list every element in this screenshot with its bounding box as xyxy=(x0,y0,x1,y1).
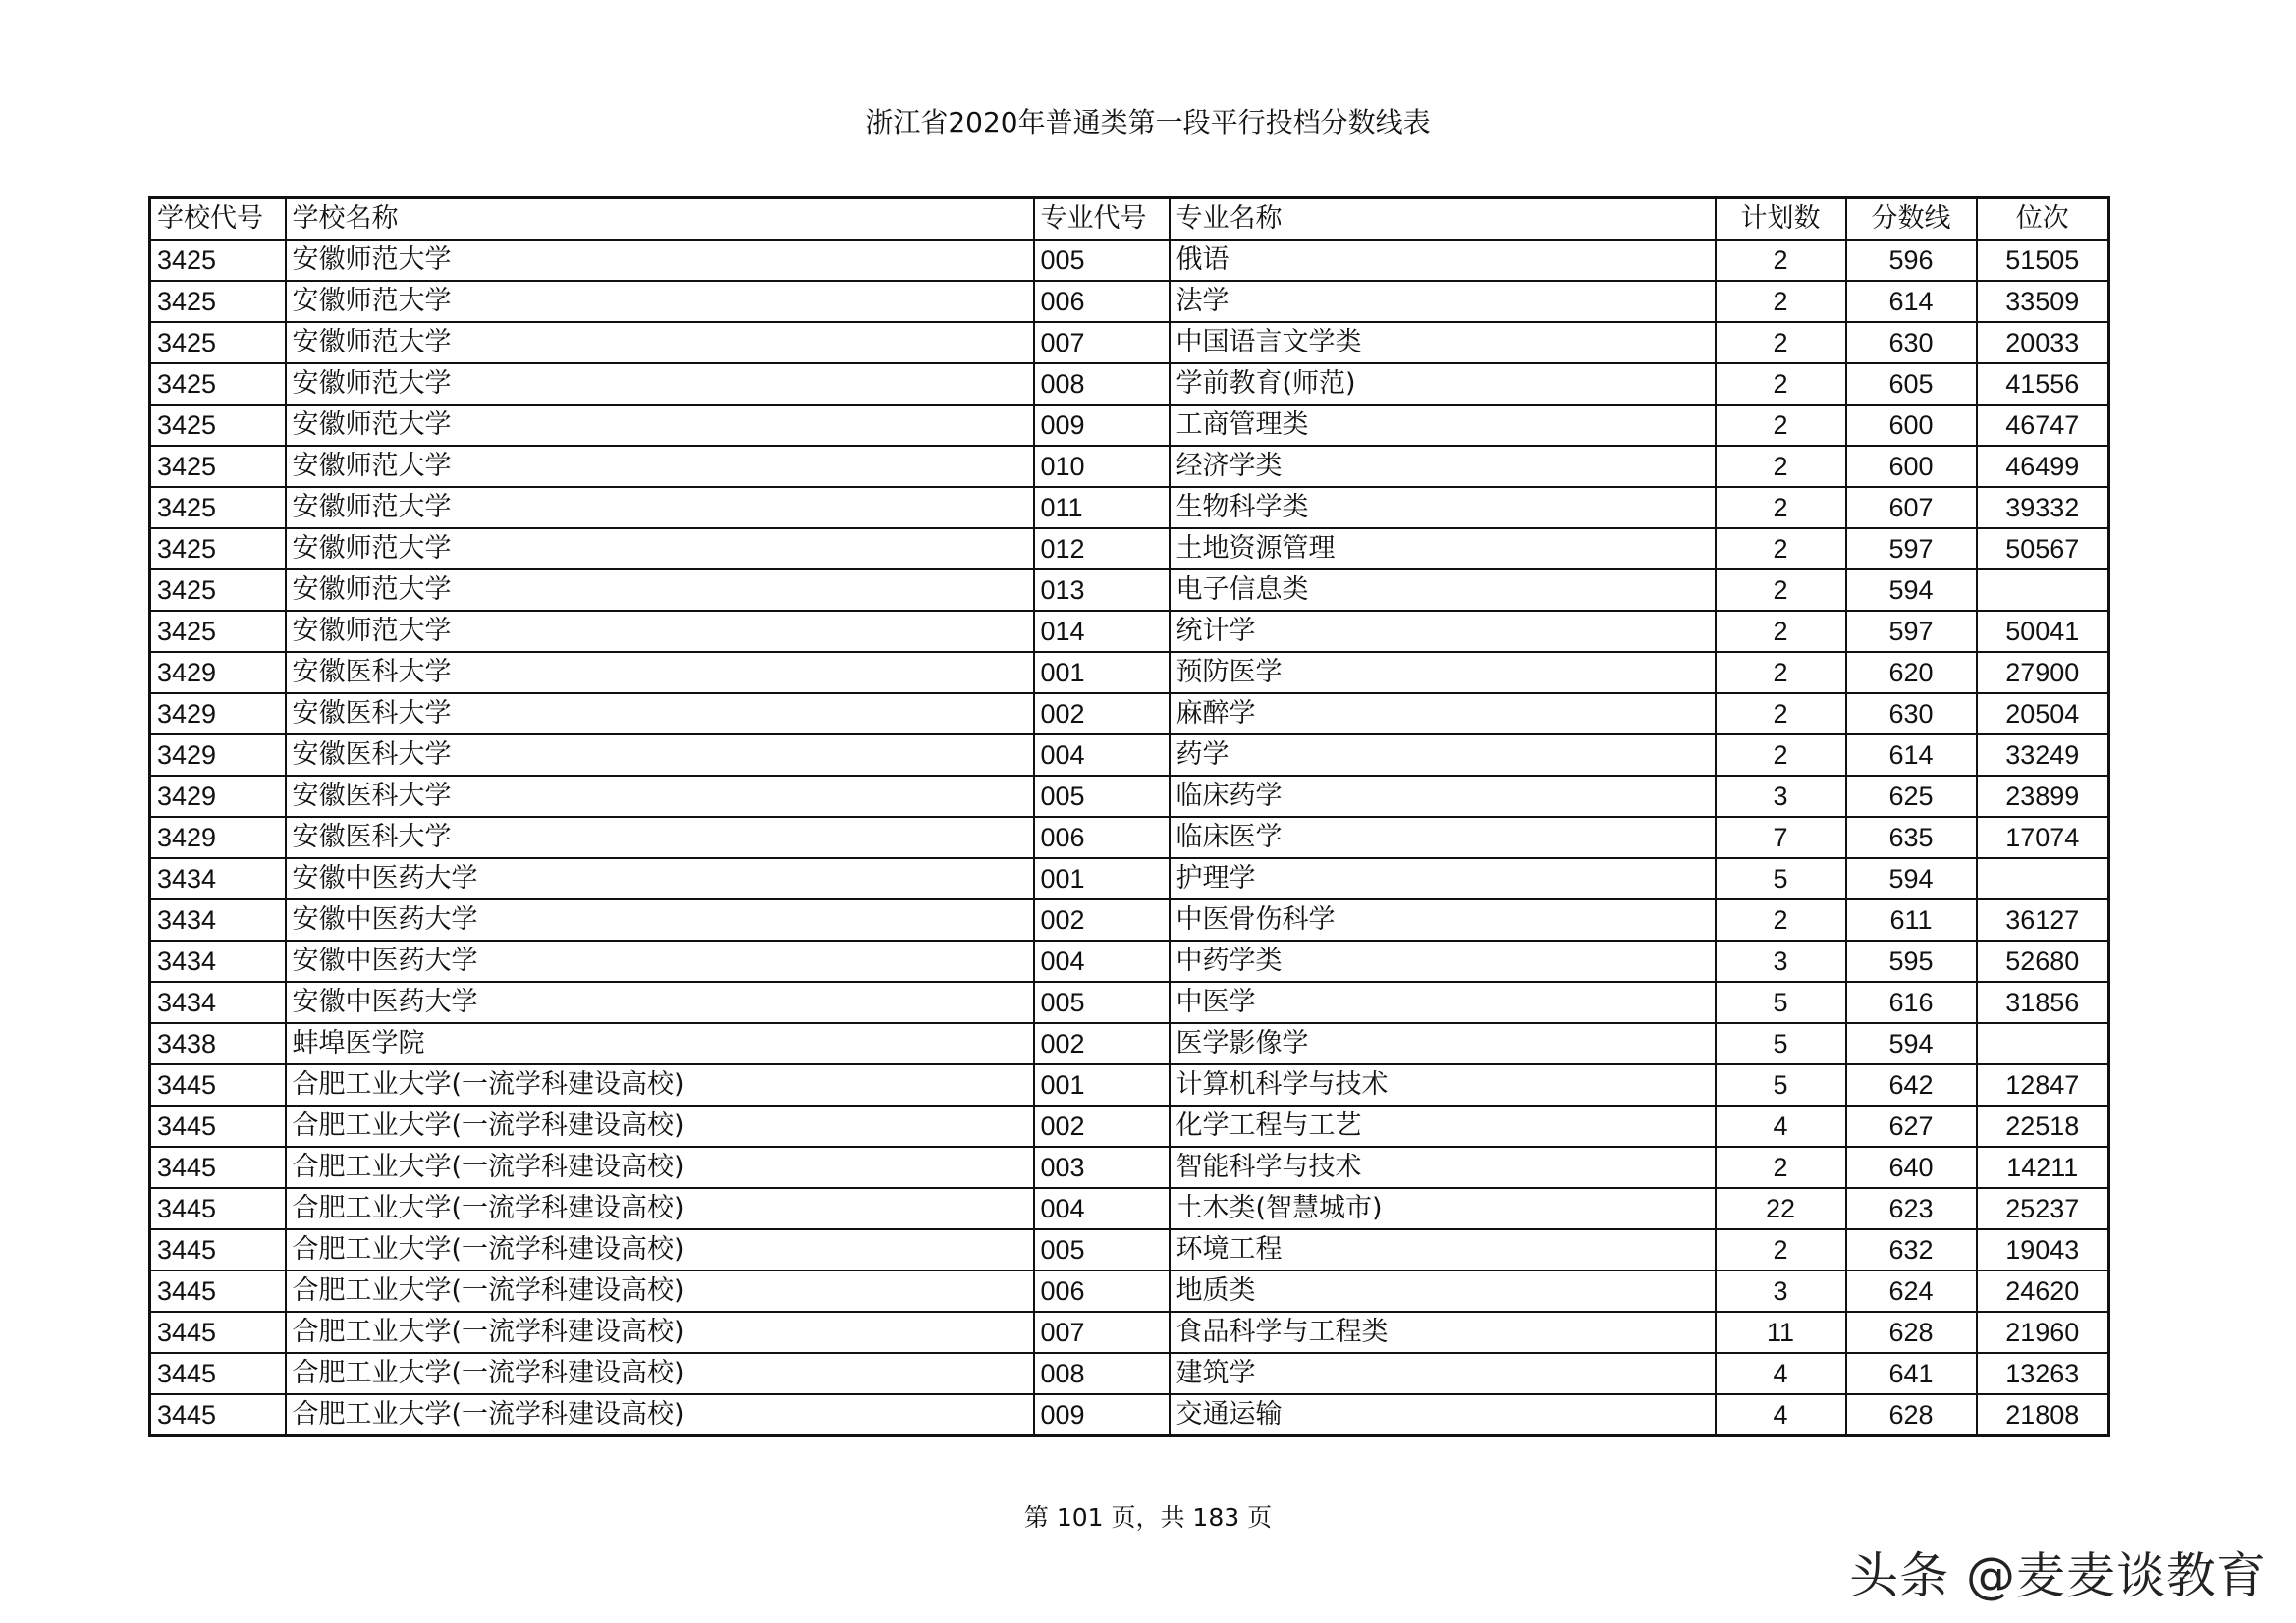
cell-school-code: 3429 xyxy=(150,652,286,693)
cell-plan-count: 2 xyxy=(1716,569,1846,611)
cell-score-line: 594 xyxy=(1846,1023,1977,1064)
cell-score-line: 597 xyxy=(1846,528,1977,569)
cell-rank: 50567 xyxy=(1977,528,2109,569)
cell-school-code: 3445 xyxy=(150,1394,286,1436)
cell-rank: 27900 xyxy=(1977,652,2109,693)
cell-score-line: 624 xyxy=(1846,1271,1977,1312)
cell-rank: 39332 xyxy=(1977,487,2109,528)
cell-rank: 20504 xyxy=(1977,693,2109,734)
cell-rank xyxy=(1977,1023,2109,1064)
cell-rank: 33509 xyxy=(1977,281,2109,322)
cell-plan-count: 2 xyxy=(1716,405,1846,446)
cell-school-name: 安徽师范大学 xyxy=(286,363,1034,405)
table-row xyxy=(150,1312,2109,1353)
cell-plan-count: 2 xyxy=(1716,487,1846,528)
cell-major-name: 化学工程与工艺 xyxy=(1170,1106,1716,1147)
cell-score-line: 596 xyxy=(1846,240,1977,281)
table-row xyxy=(150,528,2109,569)
cell-school-name: 合肥工业大学(一流学科建设高校) xyxy=(286,1064,1034,1106)
table-row xyxy=(150,899,2109,941)
cell-plan-count: 22 xyxy=(1716,1188,1846,1229)
cell-school-name: 蚌埠医学院 xyxy=(286,1023,1034,1064)
cell-rank xyxy=(1977,858,2109,899)
cell-major-code: 005 xyxy=(1034,240,1170,281)
cell-major-name: 经济学类 xyxy=(1170,446,1716,487)
cell-major-name: 学前教育(师范) xyxy=(1170,363,1716,405)
cell-score-line: 625 xyxy=(1846,776,1977,817)
cell-major-code: 001 xyxy=(1034,652,1170,693)
table-row xyxy=(150,776,2109,817)
cell-rank: 24620 xyxy=(1977,1271,2109,1312)
cell-school-code: 3425 xyxy=(150,281,286,322)
cell-school-name: 安徽师范大学 xyxy=(286,405,1034,446)
cell-major-name: 中医骨伤科学 xyxy=(1170,899,1716,941)
table-header-row xyxy=(150,198,2109,241)
cell-major-name: 俄语 xyxy=(1170,240,1716,281)
cell-major-name: 法学 xyxy=(1170,281,1716,322)
cell-school-code: 3434 xyxy=(150,858,286,899)
cell-school-name: 合肥工业大学(一流学科建设高校) xyxy=(286,1312,1034,1353)
cell-score-line: 600 xyxy=(1846,446,1977,487)
cell-plan-count: 2 xyxy=(1716,322,1846,363)
cell-major-code: 002 xyxy=(1034,1023,1170,1064)
cell-major-name: 护理学 xyxy=(1170,858,1716,899)
cell-major-code: 005 xyxy=(1034,1229,1170,1271)
cell-major-name: 建筑学 xyxy=(1170,1353,1716,1394)
cell-plan-count: 2 xyxy=(1716,281,1846,322)
header-score-line: 分数线 xyxy=(1846,198,1977,241)
cell-score-line: 597 xyxy=(1846,611,1977,652)
cell-school-code: 3425 xyxy=(150,405,286,446)
cell-school-name: 安徽师范大学 xyxy=(286,569,1034,611)
cell-plan-count: 11 xyxy=(1716,1312,1846,1353)
cell-school-code: 3434 xyxy=(150,941,286,982)
cell-school-name: 安徽医科大学 xyxy=(286,652,1034,693)
cell-school-name: 安徽医科大学 xyxy=(286,693,1034,734)
cell-plan-count: 3 xyxy=(1716,941,1846,982)
cell-major-code: 004 xyxy=(1034,1188,1170,1229)
table-row xyxy=(150,569,2109,611)
watermark: 头条 @麦麦谈教育 xyxy=(1849,1547,2267,1604)
cell-school-code: 3429 xyxy=(150,776,286,817)
cell-rank: 20033 xyxy=(1977,322,2109,363)
cell-plan-count: 7 xyxy=(1716,817,1846,858)
cell-rank: 21960 xyxy=(1977,1312,2109,1353)
header-school-code: 学校代号 xyxy=(150,198,286,241)
cell-school-name: 合肥工业大学(一流学科建设高校) xyxy=(286,1394,1034,1436)
cell-school-name: 合肥工业大学(一流学科建设高校) xyxy=(286,1271,1034,1312)
cell-school-code: 3425 xyxy=(150,611,286,652)
cell-major-code: 014 xyxy=(1034,611,1170,652)
cell-rank: 51505 xyxy=(1977,240,2109,281)
cell-school-name: 安徽师范大学 xyxy=(286,528,1034,569)
cell-score-line: 641 xyxy=(1846,1353,1977,1394)
cell-school-code: 3445 xyxy=(150,1312,286,1353)
cell-rank: 22518 xyxy=(1977,1106,2109,1147)
cell-rank: 52680 xyxy=(1977,941,2109,982)
cell-major-name: 食品科学与工程类 xyxy=(1170,1312,1716,1353)
cell-major-name: 地质类 xyxy=(1170,1271,1716,1312)
cell-plan-count: 3 xyxy=(1716,776,1846,817)
page-title: 浙江省2020年普通类第一段平行投档分数线表 xyxy=(865,106,1431,138)
table-row xyxy=(150,1353,2109,1394)
cell-plan-count: 4 xyxy=(1716,1353,1846,1394)
cell-score-line: 594 xyxy=(1846,569,1977,611)
cell-school-name: 合肥工业大学(一流学科建设高校) xyxy=(286,1147,1034,1188)
table-row xyxy=(150,240,2109,281)
cell-major-name: 环境工程 xyxy=(1170,1229,1716,1271)
cell-major-code: 001 xyxy=(1034,1064,1170,1106)
cell-plan-count: 5 xyxy=(1716,1064,1846,1106)
table-row xyxy=(150,1188,2109,1229)
cell-major-code: 002 xyxy=(1034,899,1170,941)
cell-school-name: 合肥工业大学(一流学科建设高校) xyxy=(286,1188,1034,1229)
cell-score-line: 600 xyxy=(1846,405,1977,446)
table-row xyxy=(150,1271,2109,1312)
cell-school-name: 合肥工业大学(一流学科建设高校) xyxy=(286,1106,1034,1147)
cell-score-line: 607 xyxy=(1846,487,1977,528)
cell-school-code: 3434 xyxy=(150,899,286,941)
cell-score-line: 614 xyxy=(1846,734,1977,776)
cell-school-code: 3425 xyxy=(150,322,286,363)
cell-major-code: 011 xyxy=(1034,487,1170,528)
cell-major-code: 010 xyxy=(1034,446,1170,487)
cell-score-line: 595 xyxy=(1846,941,1977,982)
cell-rank: 50041 xyxy=(1977,611,2109,652)
cell-school-name: 合肥工业大学(一流学科建设高校) xyxy=(286,1353,1034,1394)
table-row xyxy=(150,734,2109,776)
cell-school-name: 安徽师范大学 xyxy=(286,281,1034,322)
cell-rank: 12847 xyxy=(1977,1064,2109,1106)
cell-major-code: 005 xyxy=(1034,776,1170,817)
cell-school-name: 安徽师范大学 xyxy=(286,487,1034,528)
cell-major-code: 006 xyxy=(1034,281,1170,322)
cell-major-name: 预防医学 xyxy=(1170,652,1716,693)
cell-score-line: 611 xyxy=(1846,899,1977,941)
cell-major-name: 计算机科学与技术 xyxy=(1170,1064,1716,1106)
table-body xyxy=(150,240,2109,1436)
cell-plan-count: 2 xyxy=(1716,1229,1846,1271)
cell-school-name: 安徽师范大学 xyxy=(286,611,1034,652)
cell-score-line: 620 xyxy=(1846,652,1977,693)
cell-major-name: 临床医学 xyxy=(1170,817,1716,858)
cell-school-name: 安徽师范大学 xyxy=(286,446,1034,487)
cell-major-name: 中国语言文学类 xyxy=(1170,322,1716,363)
cell-score-line: 627 xyxy=(1846,1106,1977,1147)
cell-school-code: 3445 xyxy=(150,1353,286,1394)
cell-major-code: 013 xyxy=(1034,569,1170,611)
cell-major-code: 003 xyxy=(1034,1147,1170,1188)
header-major-code: 专业代号 xyxy=(1034,198,1170,241)
cell-school-code: 3429 xyxy=(150,817,286,858)
cell-major-name: 电子信息类 xyxy=(1170,569,1716,611)
table-row xyxy=(150,693,2109,734)
cell-score-line: 635 xyxy=(1846,817,1977,858)
cell-major-code: 008 xyxy=(1034,363,1170,405)
page-number-footer: 第 101 页，共 183 页 xyxy=(1023,1503,1273,1532)
cell-major-name: 医学影像学 xyxy=(1170,1023,1716,1064)
cell-school-code: 3429 xyxy=(150,734,286,776)
cell-plan-count: 2 xyxy=(1716,611,1846,652)
cell-score-line: 630 xyxy=(1846,322,1977,363)
cell-plan-count: 2 xyxy=(1716,1147,1846,1188)
table-row xyxy=(150,363,2109,405)
cell-major-code: 007 xyxy=(1034,322,1170,363)
cell-score-line: 640 xyxy=(1846,1147,1977,1188)
cell-plan-count: 2 xyxy=(1716,528,1846,569)
table-row xyxy=(150,1064,2109,1106)
cell-rank: 36127 xyxy=(1977,899,2109,941)
cell-school-code: 3445 xyxy=(150,1229,286,1271)
table-row xyxy=(150,1394,2109,1436)
cell-plan-count: 2 xyxy=(1716,734,1846,776)
cell-major-code: 002 xyxy=(1034,1106,1170,1147)
cell-major-name: 药学 xyxy=(1170,734,1716,776)
table-row xyxy=(150,487,2109,528)
cell-school-name: 安徽师范大学 xyxy=(286,240,1034,281)
cell-score-line: 605 xyxy=(1846,363,1977,405)
table-row xyxy=(150,1023,2109,1064)
header-school-name: 学校名称 xyxy=(286,198,1034,241)
cell-score-line: 594 xyxy=(1846,858,1977,899)
cell-rank: 33249 xyxy=(1977,734,2109,776)
cell-school-name: 安徽师范大学 xyxy=(286,322,1034,363)
cell-plan-count: 3 xyxy=(1716,1271,1846,1312)
cell-school-name: 安徽医科大学 xyxy=(286,776,1034,817)
cell-school-name: 安徽中医药大学 xyxy=(286,982,1034,1023)
cell-rank: 17074 xyxy=(1977,817,2109,858)
cell-rank: 46747 xyxy=(1977,405,2109,446)
cell-school-name: 安徽医科大学 xyxy=(286,817,1034,858)
cell-school-code: 3445 xyxy=(150,1064,286,1106)
table-row xyxy=(150,1147,2109,1188)
cell-school-code: 3445 xyxy=(150,1147,286,1188)
cell-score-line: 623 xyxy=(1846,1188,1977,1229)
cell-major-code: 004 xyxy=(1034,734,1170,776)
cell-rank: 25237 xyxy=(1977,1188,2109,1229)
cell-school-code: 3445 xyxy=(150,1271,286,1312)
table-row xyxy=(150,941,2109,982)
table-row xyxy=(150,1229,2109,1271)
cell-major-code: 012 xyxy=(1034,528,1170,569)
cell-school-name: 安徽中医药大学 xyxy=(286,941,1034,982)
cell-score-line: 614 xyxy=(1846,281,1977,322)
cell-school-code: 3445 xyxy=(150,1106,286,1147)
cell-school-name: 安徽医科大学 xyxy=(286,734,1034,776)
header-major-name: 专业名称 xyxy=(1170,198,1716,241)
table-row xyxy=(150,446,2109,487)
table-row xyxy=(150,817,2109,858)
cell-school-code: 3425 xyxy=(150,240,286,281)
cell-major-name: 生物科学类 xyxy=(1170,487,1716,528)
cell-rank: 41556 xyxy=(1977,363,2109,405)
cell-school-code: 3445 xyxy=(150,1188,286,1229)
cell-score-line: 628 xyxy=(1846,1312,1977,1353)
cell-plan-count: 2 xyxy=(1716,899,1846,941)
cell-major-code: 009 xyxy=(1034,1394,1170,1436)
header-rank: 位次 xyxy=(1977,198,2109,241)
cell-score-line: 630 xyxy=(1846,693,1977,734)
cell-plan-count: 5 xyxy=(1716,858,1846,899)
cell-rank: 23899 xyxy=(1977,776,2109,817)
cell-school-name: 合肥工业大学(一流学科建设高校) xyxy=(286,1229,1034,1271)
cell-score-line: 616 xyxy=(1846,982,1977,1023)
cell-score-line: 642 xyxy=(1846,1064,1977,1106)
cell-major-name: 交通运输 xyxy=(1170,1394,1716,1436)
cell-major-name: 土木类(智慧城市) xyxy=(1170,1188,1716,1229)
table-row xyxy=(150,652,2109,693)
cell-major-code: 008 xyxy=(1034,1353,1170,1394)
cell-major-code: 001 xyxy=(1034,858,1170,899)
cell-school-code: 3425 xyxy=(150,363,286,405)
cell-major-name: 麻醉学 xyxy=(1170,693,1716,734)
cell-school-code: 3425 xyxy=(150,487,286,528)
table-row xyxy=(150,281,2109,322)
cell-plan-count: 2 xyxy=(1716,363,1846,405)
cell-major-code: 006 xyxy=(1034,1271,1170,1312)
cell-rank: 21808 xyxy=(1977,1394,2109,1436)
cell-major-name: 中药学类 xyxy=(1170,941,1716,982)
table-row xyxy=(150,1106,2109,1147)
cell-major-code: 005 xyxy=(1034,982,1170,1023)
cell-plan-count: 2 xyxy=(1716,693,1846,734)
cell-major-name: 中医学 xyxy=(1170,982,1716,1023)
cell-rank: 31856 xyxy=(1977,982,2109,1023)
cell-rank: 14211 xyxy=(1977,1147,2109,1188)
cell-school-name: 安徽中医药大学 xyxy=(286,858,1034,899)
cell-school-code: 3438 xyxy=(150,1023,286,1064)
header-plan-count: 计划数 xyxy=(1716,198,1846,241)
cell-plan-count: 2 xyxy=(1716,240,1846,281)
cell-major-name: 智能科学与技术 xyxy=(1170,1147,1716,1188)
table-row xyxy=(150,405,2109,446)
cell-major-code: 007 xyxy=(1034,1312,1170,1353)
cell-plan-count: 4 xyxy=(1716,1106,1846,1147)
cell-school-code: 3425 xyxy=(150,528,286,569)
cell-school-name: 安徽中医药大学 xyxy=(286,899,1034,941)
cell-major-name: 土地资源管理 xyxy=(1170,528,1716,569)
cell-plan-count: 4 xyxy=(1716,1394,1846,1436)
cell-major-name: 工商管理类 xyxy=(1170,405,1716,446)
cell-plan-count: 2 xyxy=(1716,446,1846,487)
cell-major-code: 002 xyxy=(1034,693,1170,734)
cell-plan-count: 2 xyxy=(1716,652,1846,693)
cell-major-name: 统计学 xyxy=(1170,611,1716,652)
cell-school-code: 3429 xyxy=(150,693,286,734)
cell-rank: 19043 xyxy=(1977,1229,2109,1271)
cell-major-code: 006 xyxy=(1034,817,1170,858)
table-row xyxy=(150,858,2109,899)
cell-rank: 46499 xyxy=(1977,446,2109,487)
cell-major-name: 临床药学 xyxy=(1170,776,1716,817)
admission-score-table xyxy=(148,196,2110,1437)
cell-score-line: 632 xyxy=(1846,1229,1977,1271)
cell-major-code: 004 xyxy=(1034,941,1170,982)
cell-school-code: 3425 xyxy=(150,569,286,611)
cell-score-line: 628 xyxy=(1846,1394,1977,1436)
cell-rank: 13263 xyxy=(1977,1353,2109,1394)
table-row xyxy=(150,611,2109,652)
cell-school-code: 3425 xyxy=(150,446,286,487)
cell-plan-count: 5 xyxy=(1716,982,1846,1023)
cell-major-code: 009 xyxy=(1034,405,1170,446)
cell-plan-count: 5 xyxy=(1716,1023,1846,1064)
table-row xyxy=(150,322,2109,363)
table-row xyxy=(150,982,2109,1023)
cell-rank xyxy=(1977,569,2109,611)
cell-school-code: 3434 xyxy=(150,982,286,1023)
